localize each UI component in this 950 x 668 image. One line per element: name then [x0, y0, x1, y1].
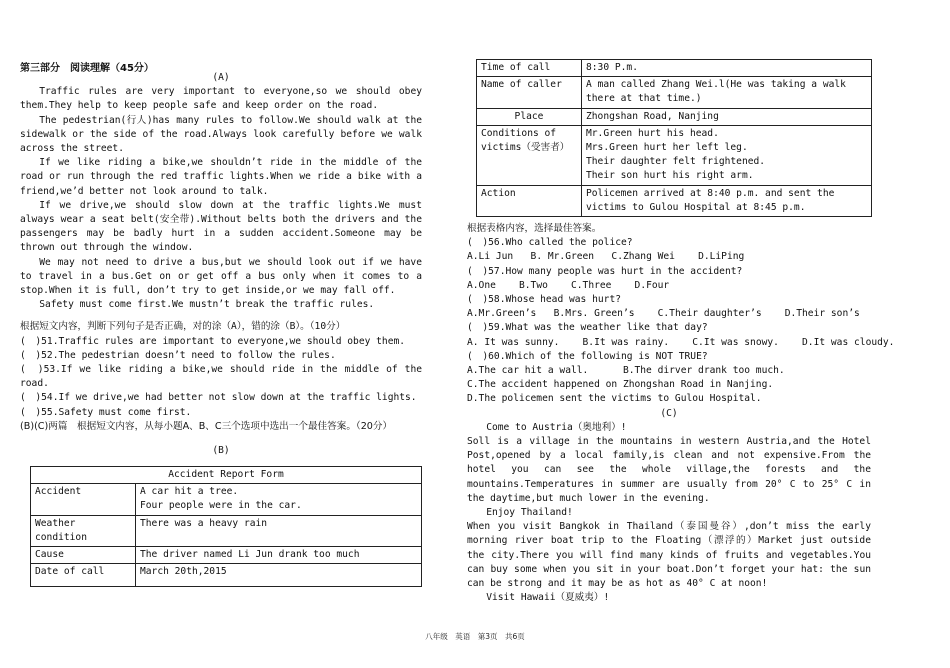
- option: D.Their son’s: [784, 308, 860, 320]
- passage-a-paragraph: Traffic rules are very important to everyone,so we should obey them.They help to keep people safe and keep order on the road.: [20, 86, 422, 112]
- passage-b-instruction: 根据表格内容，选择最佳答案。: [467, 223, 602, 234]
- accident-report-form-right: [476, 59, 872, 217]
- form-label: Weather condition: [31, 515, 136, 546]
- form-value: March 20th,2015: [136, 564, 422, 587]
- option: A.One: [467, 279, 496, 291]
- question-51: ( )51.Traffic rules are important to everyone,we should obey them.: [20, 335, 406, 347]
- question-58-options: [467, 307, 871, 321]
- austria-title: Come to Austria（奥地利）!: [486, 421, 627, 433]
- form-value: A man called Zhang Wei.l(He was taking a walk there at that time.): [582, 77, 872, 108]
- question-58: ( )58.Whose head was hurt?: [467, 294, 621, 306]
- form-label: Name of caller: [477, 77, 582, 108]
- option: C.The accident happened on Zhongshan Road in Nanjing.: [467, 379, 774, 391]
- option: A.The car hit a wall.: [467, 365, 589, 377]
- bc-instruction: (B)(C)两篇 根据短文内容，从每小题A、B、C三个选项中选出一个最佳答案。（20分）: [20, 420, 393, 432]
- option: A.Li Jun: [467, 251, 514, 263]
- passage-a-paragraph: We may not need to drive a bus,but we should look out if we have to travel in a bus.Get on or get off a bus only when it comes to a stop.When it is full, don’t try to get inside,or we may fall off.: [20, 256, 422, 297]
- question-56-options: [467, 250, 871, 264]
- question-57: ( )57.How many people was hurt in the accident?: [467, 265, 743, 277]
- thailand-title: Enjoy Thailand!: [486, 507, 573, 519]
- passage-a-paragraph: If we like riding a bike,we shouldn’t ride in the middle of the road or run through the red traffic lights.When we ride a bike with a friend,we’d better not look around to talk.: [20, 157, 422, 197]
- passage-a-instruction: 根据短文内容，判断下列句子是否正确，对的涂（A），错的涂（B）。（10分）: [20, 321, 346, 333]
- option: C.Their daughter’s: [657, 308, 762, 320]
- austria-text: Soll is a village in the mountains in western Austria,and the Hotel Post,opened by a local family,is clean and not expensive.From the hotel you can see the whole village,the forests and the mountains.Temperatures in summer are usually from 20° C to 25° C in the daytime,but much lower in the evening.: [467, 436, 871, 504]
- thailand-text: When you visit Bangkok in Thailand（泰国曼谷）,don’t miss the early morning river boat trip to the Floating（漂浮的）Market just outside the city.There you will find many kinds of fruits and vegetables.You can buy some when you sit in your boat.Don’t forget your hat: the sun can be strong and it may be as hot as 40° C at noon!: [467, 521, 871, 590]
- option: C.Zhang Wei: [611, 251, 675, 263]
- option: B.The dirver drank too much.: [622, 365, 785, 377]
- form-label: Action: [477, 185, 582, 216]
- passage-a-label: (A): [212, 72, 230, 83]
- passage-a-paragraph: The pedestrian(行人)has many rules to follow.We should walk at the sidewalk or the side of the road.Always look carefully before we walk across the street.: [20, 114, 422, 155]
- question-55: ( )55.Safety must come first.: [20, 406, 192, 418]
- question-59-options: [467, 336, 895, 350]
- option: A. It was sunny.: [467, 336, 560, 348]
- question-53: ( )53.If we like riding a bike,we should ride in the middle of the road.: [20, 364, 422, 390]
- option: B.Mrs. Green’s: [553, 308, 635, 320]
- form-label: Place: [477, 108, 582, 125]
- question-57-options: [467, 279, 871, 293]
- form-label: Conditions of victims（受害者）: [477, 125, 582, 185]
- option: B. Mr.Green: [530, 251, 595, 263]
- form-value: Zhongshan Road, Nanjing: [582, 108, 872, 125]
- page-footer: 八年级 英语 第3页 共6页: [425, 632, 525, 641]
- passage-b-label: (B): [212, 445, 230, 457]
- option: B.It was rainy.: [582, 336, 670, 348]
- question-54: ( )54.If we drive,we had better not slow down at the traffic lights.: [20, 392, 417, 404]
- question-59: ( )59.What was the weather like that day?: [467, 322, 708, 334]
- question-52: ( )52.The pedestrian doesn’t need to follow the rules.: [20, 349, 336, 361]
- form-value: A car hit a tree. Four people were in the car.: [136, 484, 422, 515]
- question-60: ( )60.Which of the following is NOT TRUE?: [467, 350, 708, 362]
- option: D.LiPing: [698, 251, 745, 263]
- option: C.It was snowy.: [692, 336, 779, 348]
- passage-c-label: (C): [660, 407, 678, 419]
- section-title: 第三部分 阅读理解（45分）: [20, 63, 154, 74]
- form-label: Cause: [31, 547, 136, 564]
- hawaii-title: Visit Hawaii（夏威夷）!: [486, 592, 610, 604]
- form-value: There was a heavy rain: [136, 515, 422, 546]
- option: D.The policemen sent the victims to Gulou Hospital.: [467, 393, 762, 405]
- left-column: [20, 71, 422, 458]
- form-value: Policemen arrived at 8:40 p.m. and sent the victims to Gulou Hospital at 8:45 p.m.: [582, 185, 872, 216]
- option: C.Three: [571, 279, 612, 291]
- form-value: 8:30 P.m.: [582, 60, 872, 77]
- question-60-options: [467, 364, 871, 378]
- right-column: [467, 222, 895, 605]
- passage-a-paragraph: Safety must come first.We mustn’t break the traffic rules.: [39, 299, 375, 311]
- passage-a-paragraph: If we drive,we should slow down at the traffic lights.We must always wear a seat belt(安全带).Without belts both the drivers and the passengers may be badly hurt in a sudden accident.Someone may be thrown out through the window.: [20, 199, 422, 254]
- accident-report-form-left: [30, 466, 422, 587]
- form-label: Date of call: [31, 564, 136, 587]
- question-56: ( )56.Who called the police?: [467, 237, 633, 249]
- option: B.Two: [519, 279, 548, 291]
- form-label: Time of call: [477, 60, 582, 77]
- form-value: The driver named Li Jun drank too much: [136, 547, 422, 564]
- form-title: Accident Report Form: [31, 467, 422, 484]
- option: D.Four: [634, 279, 670, 291]
- form-label: Accident: [31, 484, 136, 515]
- option: A.Mr.Green’s: [467, 308, 537, 320]
- form-value: Mr.Green hurt his head. Mrs.Green hurt her left leg. Their daughter felt frightened. Their son hurt his right arm.: [582, 125, 872, 185]
- option: D.It was cloudy.: [802, 336, 895, 348]
